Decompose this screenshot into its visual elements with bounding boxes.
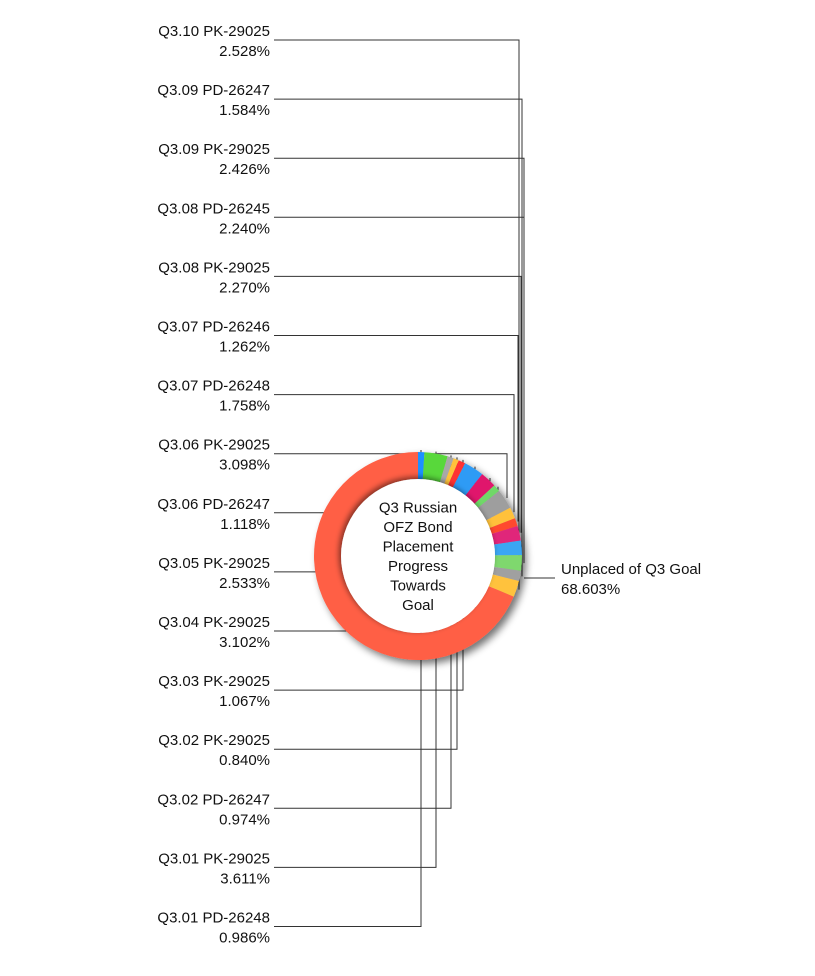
center-title-line: Goal: [402, 596, 434, 614]
label-q3-09-pd-26247-name: Q3.09 PD-26247: [157, 82, 270, 100]
label-q3-06-pk-29025-value: 3.098%: [219, 456, 270, 474]
center-title-line: Progress: [387, 557, 449, 575]
label-q3-02-pd-26247-name: Q3.02 PD-26247: [157, 791, 270, 809]
label-q3-10-pk-29025-name: Q3.10 PK-29025: [158, 23, 270, 40]
label-q3-02-pk-29025-value: 0.840%: [219, 752, 270, 770]
label-q3-08-pk-29025-name: Q3.08 PK-29025: [158, 259, 270, 277]
label-q3-07-pd-26248-value: 1.758%: [219, 397, 270, 415]
label-q3-08-pd-26245-value: 2.240%: [219, 220, 270, 238]
label-q3-02-pk-29025-name: Q3.02 PK-29025: [158, 732, 270, 750]
label-q3-04-pk-29025-name: Q3.04 PK-29025: [158, 614, 270, 631]
label-unplaced-of-q3-goal-value: 68.603%: [561, 581, 621, 598]
label-q3-07-pd-26246-value: 1.262%: [219, 338, 270, 356]
label-q3-10-pk-29025-value: 2.528%: [219, 43, 270, 60]
label-q3-09-pk-29025-value: 2.426%: [219, 161, 270, 179]
center-title-line: Towards: [390, 577, 446, 595]
center-title-line: OFZ Bond: [383, 518, 453, 536]
label-q3-09-pd-26247-value: 1.584%: [219, 102, 270, 120]
center-title-line: Placement: [382, 538, 454, 556]
label-unplaced-of-q3-goal-name: Unplaced of Q3 Goal: [561, 561, 702, 578]
label-q3-09-pk-29025-name: Q3.09 PK-29025: [158, 141, 270, 159]
label-q3-07-pd-26246-name: Q3.07 PD-26246: [157, 318, 270, 336]
label-q3-08-pd-26245-name: Q3.08 PD-26245: [157, 200, 270, 218]
label-q3-01-pk-29025-value: 3.611%: [220, 870, 270, 888]
label-q3-02-pd-26247-value: 0.974%: [219, 811, 270, 829]
center-title-line: Q3 Russian: [378, 499, 458, 517]
label-q3-04-pk-29025-value: 3.102%: [219, 634, 270, 651]
label-q3-05-pk-29025-value: 2.533%: [219, 574, 270, 592]
label-q3-05-pk-29025-name: Q3.05 PK-29025: [158, 554, 270, 572]
label-q3-01-pd-26248-name: Q3.01 PD-26248: [157, 909, 270, 927]
label-q3-07-pd-26248-name: Q3.07 PD-26248: [157, 377, 270, 395]
label-q3-06-pd-26247-name: Q3.06 PD-26247: [157, 495, 270, 513]
label-q3-06-pk-29025-name: Q3.06 PK-29025: [158, 436, 270, 454]
label-q3-01-pk-29025-name: Q3.01 PK-29025: [158, 850, 270, 868]
label-q3-06-pd-26247-value: 1.118%: [220, 515, 270, 533]
label-q3-08-pk-29025-value: 2.270%: [219, 279, 270, 297]
label-q3-03-pk-29025-name: Q3.03 PK-29025: [158, 673, 270, 691]
label-q3-01-pd-26248-value: 0.986%: [219, 929, 270, 947]
label-q3-03-pk-29025-value: 1.067%: [219, 693, 270, 711]
